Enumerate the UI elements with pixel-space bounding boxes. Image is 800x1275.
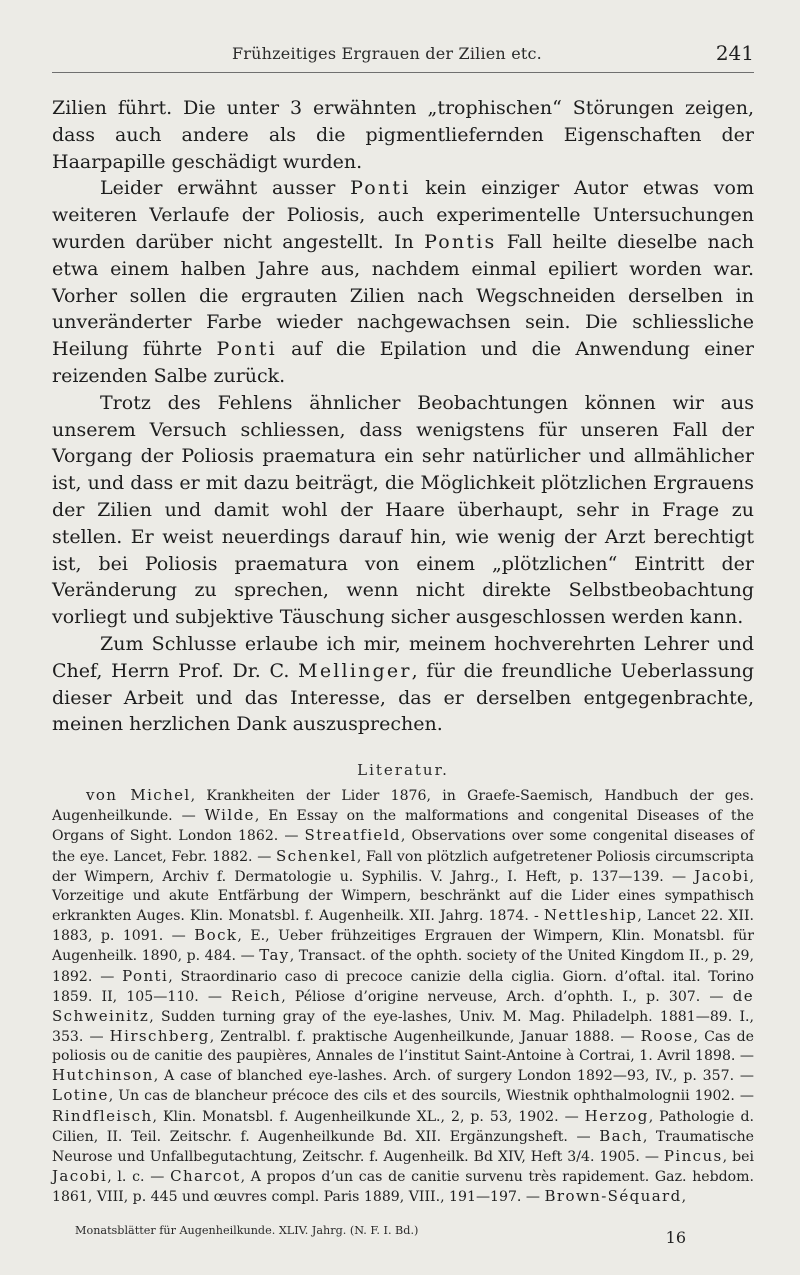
reference-text: , Sudden turning gray of the eye-lashes, Univ. M. Mag. Philadelph. 1881—89. I., 353. — (52, 1008, 754, 1045)
reference-text: , Observations over some congenital diseases of the eye. Lancet, Febr. 1882. — (52, 828, 754, 865)
reference-text: , Transact. of the ophth. society of the United Kingdom II., p. 29, 1892. — (52, 948, 754, 985)
reference-author: Jacobi (52, 1167, 108, 1186)
reference-text: , Pathologie d. Cilien, II. Teil. Zeitschr. f. Augenheilkunde Bd. XII. Ergänzungsheft. — (52, 1108, 754, 1145)
author-mellinger: Mellinger (298, 659, 412, 682)
reference-author: von Michel (86, 786, 191, 805)
reference-text: , l. c. — (107, 1169, 171, 1186)
paragraph-2-text-c: Fall heilte dieselbe nach etwa einem halben Jahre aus, nachdem einmal epiliert worden war. Vorher sollen die ergrauten Zilien nach Wegschneiden derselben in unveränderter Farbe wieder nachgewachsen sein. Die schliessliche Heilung führte (52, 230, 754, 361)
paragraph-2-text-b: kein einziger Autor etwas vom weiteren Verlaufe der Poliosis, auch experimentelle Untersuchungen wurden darüber nicht angestellt. In (52, 177, 754, 253)
reference-text: , Zentralbl. f. praktische Augenheilkunde, Januar 1888. — (209, 1029, 641, 1045)
reference-author: Brown-Séquard (544, 1187, 682, 1206)
author-ponti-1: Ponti (350, 177, 411, 200)
reference-author: Hirschberg (109, 1027, 210, 1045)
reference-author: Ponti (122, 966, 169, 985)
reference-author: de Schweinitz (52, 986, 754, 1025)
paragraph-1-text: Zilien führt. Die unter 3 erwähnten „trophischen“ Störungen zeigen, dass auch andere als die pigmentliefernden Eigenschaften der Haarpapille geschädigt wurden. (52, 97, 754, 173)
reference-author: Charcot (170, 1167, 241, 1186)
page-header (52, 42, 754, 73)
reference-text: , Cas de poliosis ou de canitie des paupières, Annales de l’institut Saint-Antoine à Cortrai, 1. Avril 1898. — (52, 1029, 754, 1065)
reference-text: , A propos d’un cas de canitie survenu très rapidement. Gaz. hebdom. 1861, VIII, p. 445 und œuvres compl. Paris 1889, VIII., 191—197. — (52, 1169, 755, 1206)
paragraph-2 (52, 175, 754, 389)
reference-author: Jacobi (694, 866, 750, 885)
reference-text: , A case of blanched eye-lashes. Arch. of surgery London 1892—93, IV., p. 357. — (153, 1068, 754, 1085)
page-number: 241 (715, 41, 754, 65)
literature-heading: Literatur. (357, 761, 449, 780)
reference-text: , Péliose d’origine nerveuse, Arch. d’ophth. I., p. 307. — (281, 988, 733, 1005)
author-pontis: Pontis (424, 230, 497, 253)
reference-text: , Traumatische Neurose und Unfallbegutachtung, Zeitschr. f. Augenheilk. Bd XIV, Heft 3/4. 1905. — (52, 1128, 754, 1165)
reference-text: , E., Ueber frühzeitiges Ergrauen der Wimpern, Klin. Monatsbl. für Augenheilk. 1890, p. 484. — (52, 928, 754, 965)
journal-footer: Monatsblätter für Augenheilkunde. XLIV. Jahrg. (N. F. I. Bd.) (75, 1224, 419, 1237)
running-title: Frühzeitiges Ergrauen der Zilien etc. (232, 44, 542, 63)
paragraph-1 (52, 95, 754, 175)
reference-text: , Un cas de blancheur précoce des cils et des sourcils, Wiestnik ophthalmolognii 1902. — (108, 1088, 754, 1105)
reference-author: Reich (231, 986, 282, 1005)
reference-text: , bei (722, 1148, 754, 1165)
signature-mark: 16 (665, 1228, 686, 1247)
reference-text: , Lancet 22. XII. 1883, p. 1091. — (52, 908, 754, 945)
paragraph-2-text-d: auf die Epilation und die Anwendung einer reizenden Salbe zurück. (52, 338, 754, 387)
reference-author: Bach (599, 1126, 643, 1145)
reference-text: , Vorzeitige und akute Entfärbung der Wimpern, beschränkt auf die Lider eines sympathisch erkrankten Auges. Klin. Monatsbl. f. Augenheilk. XII. Jahrg. 1874. - (52, 868, 754, 925)
literature-references (52, 786, 754, 1207)
paragraph-4-text-b: , für die freundliche Ueberlassung dieser Arbeit und das Interesse, das er derselben entgegenbrachte, meinen herzlichen Dank auszusprechen. (52, 659, 755, 736)
reference-author: Herzog (584, 1106, 649, 1125)
reference-author: Bock (194, 926, 238, 945)
reference-author: Streatfield (304, 826, 401, 845)
paragraph-3 (52, 390, 754, 631)
reference-text: , (681, 1189, 687, 1206)
reference-author: Wilde (204, 806, 255, 825)
paragraph-4-text-a: Zum Schlusse erlaube ich mir, meinem hochverehrten Lehrer und Chef, Herrn Prof. Dr. C. (52, 632, 754, 682)
reference-author: Tay (259, 946, 290, 965)
reference-text: , Fall von plötzlich aufgetretener Poliosis circumscripta der Wimpern, Archiv f. Dermatologie u. Syphilis. V. Jahrg., I. Heft, p. 137—139. — (52, 848, 754, 885)
reference-author: Pincus (663, 1146, 723, 1165)
paragraph-3-text: Trotz des Fehlens ähnlicher Beobachtungen können wir aus unserem Versuch schliessen, dass wenigstens für unseren Fall der Vorgang der Poliosis praematura ein sehr natürlicher und allmählicher ist, und dass er mit dazu beiträgt, die Möglichkeit plötzlichen Ergrauens der Zilien und damit wohl der Haare überhaupt, sehr in Frage zu stellen. Er weist neuerdings darauf hin, wie wenig der Arzt berechtigt ist, bei Poliosis praematura von einem „plötzlichen“ Eintritt der Veränderung zu sprechen, wenn nicht direkte Selbstbeobachtung vorliegt und subjektive Täuschung sicher ausgeschlossen werden kann. (52, 391, 754, 629)
reference-text: , Straordinario caso di precoce canizie della ciglia. Giorn. d’oftal. ital. Torino 1859. II, 105—110. — (52, 968, 755, 1005)
reference-text: , Klin. Monatsbl. f. Augenheilkunde XL., 2, p. 53, 1902. — (152, 1108, 585, 1125)
author-ponti-2: Ponti (216, 338, 277, 361)
reference-author: Nettleship (543, 906, 638, 925)
body-text (52, 95, 754, 738)
reference-author: Hutchinson (52, 1066, 154, 1085)
reference-author: Lotine (52, 1086, 109, 1105)
paragraph-2-text-a: Leider erwähnt ausser (100, 177, 336, 200)
reference-text: , En Essay on the malformations and congenital Diseases of the Organs of Sight. London 1862. — (52, 808, 754, 845)
reference-author: Roose (640, 1027, 694, 1045)
reference-text: , Krankheiten der Lider 1876, in Graefe-Saemisch, Handbuch der ges. Augenheilkunde. — (52, 788, 755, 825)
reference-author: Rindfleisch (52, 1106, 153, 1125)
reference-author: Schenkel (275, 846, 357, 865)
paragraph-4 (52, 631, 754, 738)
